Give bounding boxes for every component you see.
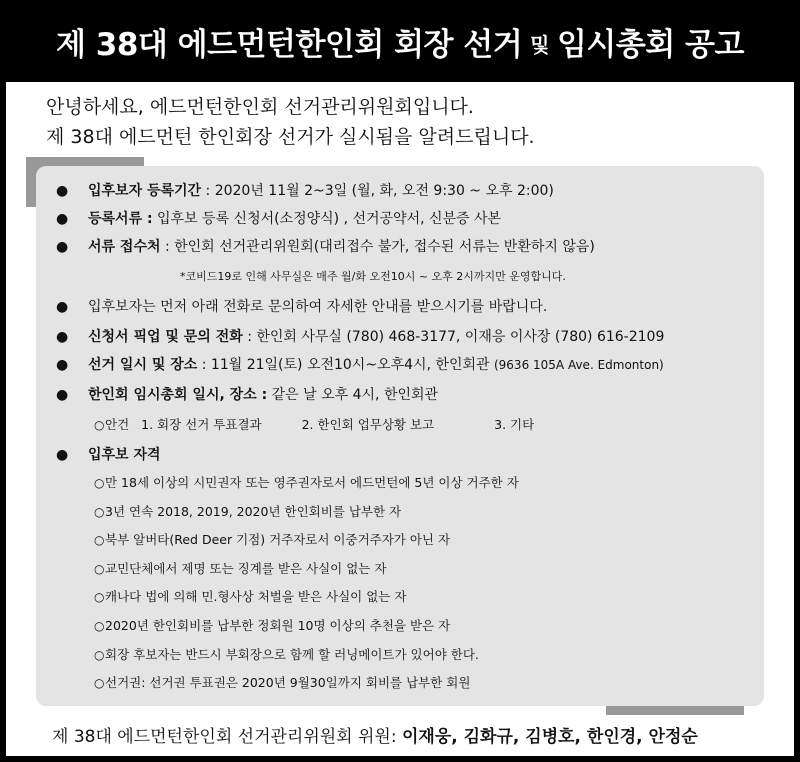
agenda-label: 안건 (105, 417, 130, 432)
intro-line-2: 제 38대 에드먼턴 한인회장 선거가 실시됨을 알려드립니다. (46, 126, 535, 148)
bullet-icon: ● (56, 211, 69, 227)
qualification-text: 만 18세 이상의 시민권자 또는 영주권자로서 에드먼턴에 5년 이상 거주한 자 (105, 475, 519, 490)
registration-period-row (56, 180, 554, 200)
registration-period-value: : 2020년 11월 2~3일 (월, 화, 오전 9:30 ~ 오후 2:00) (201, 183, 554, 199)
qualification-item (94, 587, 406, 605)
notice-title (0, 0, 800, 82)
contact-label: 신청서 픽업 및 문의 전화 (88, 329, 243, 345)
qualification-item (94, 559, 386, 577)
committee-label: 제 38대 에드먼턴한인회 선거관리위원회 위원: (52, 727, 402, 747)
circle-bullet-icon: ○ (94, 418, 105, 432)
circle-bullet-icon: ○ (94, 619, 105, 633)
qualification-text: 북부 알버타(Red Deer 기점) 거주자로서 이중거주자가 아닌 자 (105, 532, 451, 547)
inquiry-notice-row (56, 296, 547, 316)
assembly-value: 같은 날 오후 4시, 한인회관 (267, 387, 439, 403)
circle-bullet-icon: ○ (94, 505, 105, 519)
qualification-item (94, 530, 450, 548)
assembly-row (56, 384, 438, 404)
agenda-item: 3. 기타 (494, 417, 535, 432)
covid-note: *코비드19로 인해 사무실은 매주 월/화 오전10시 ~ 오후 2시까지만 운영합니다. (180, 270, 566, 283)
qualification-text: 3년 연속 2018, 2019, 2020년 한인회비를 납부한 자 (105, 504, 402, 519)
circle-bullet-icon: ○ (94, 533, 105, 547)
qualification-text: 교민단체에서 제명 또는 징계를 받은 사실이 없는 자 (105, 561, 387, 576)
bullet-icon: ● (56, 329, 69, 345)
intro-text (46, 92, 535, 152)
committee-footer (52, 722, 698, 747)
submission-label: 서류 접수처 (88, 239, 161, 255)
committee-names: 이재웅, 김화규, 김병호, 한인경, 안정순 (401, 727, 698, 747)
qualification-item (94, 645, 479, 663)
documents-label: 등록서류 : (88, 211, 153, 227)
election-row (56, 354, 664, 374)
notice-body (6, 82, 794, 756)
agenda-item: 2. 한인회 업무상황 보고 (301, 417, 435, 432)
circle-bullet-icon: ○ (94, 476, 105, 490)
bullet-icon: ● (56, 299, 69, 315)
bullet-icon: ● (56, 239, 69, 255)
qualification-text: 선거권: 선거권 투표권은 2020년 9월30일까지 회비를 납부한 회원 (105, 675, 471, 690)
qualification-item (94, 502, 401, 520)
title-tail: 임시총회 공고 (556, 26, 744, 63)
inquiry-notice: 입후보자는 먼저 아래 전화로 문의하여 자세한 안내를 받으시기를 바랍니다. (88, 299, 548, 315)
circle-bullet-icon: ○ (94, 590, 105, 604)
qualification-text: 회장 후보자는 반드시 부회장으로 함께 할 러닝메이트가 있어야 한다. (105, 647, 479, 662)
election-address: (9636 105A Ave. Edmonton) (493, 358, 664, 372)
qualifications-row (56, 444, 161, 464)
circle-bullet-icon: ○ (94, 562, 105, 576)
bullet-icon: ● (56, 183, 69, 199)
title-conj: 및 (530, 32, 549, 57)
contact-row (56, 326, 664, 346)
agenda-row (94, 415, 534, 433)
documents-row (56, 208, 501, 228)
qualification-item (94, 673, 470, 691)
circle-bullet-icon: ○ (94, 648, 105, 662)
qualifications-label: 입후보 자격 (88, 447, 161, 463)
bullet-icon: ● (56, 357, 69, 373)
election-value: : 11월 21일(토) 오전10시~오후4시, 한인회관 (197, 357, 494, 373)
intro-line-1: 안녕하세요, 에드먼턴한인회 선거관리위원회입니다. (46, 96, 474, 118)
election-label: 선거 일시 및 장소 (88, 357, 198, 373)
qualification-text: 2020년 한인회비를 납부한 정회원 10명 이상의 추천을 받은 자 (105, 618, 451, 633)
registration-period-label: 입후보자 등록기간 (88, 183, 202, 199)
qualification-item (94, 616, 450, 634)
bullet-icon: ● (56, 447, 69, 463)
submission-value: : 한인회 선거관리위원회(대리접수 불가, 접수된 서류는 반환하지 않음) (160, 239, 595, 255)
documents-value: 입후보 등록 신청서(소정양식) , 선거공약서, 신분증 사본 (152, 211, 502, 227)
qualification-text: 캐나다 법에 의해 민.형사상 처벌을 받은 사실이 없는 자 (105, 589, 407, 604)
assembly-label: 한인회 임시총회 일시, 장소 : (88, 387, 268, 403)
bullet-icon: ● (56, 387, 69, 403)
agenda-item: 1. 회장 선거 투표결과 (141, 417, 262, 432)
submission-row (56, 236, 595, 256)
title-main: 제 38대 에드먼턴한인회 회장 선거 (56, 26, 523, 63)
qualification-item (94, 473, 519, 491)
details-panel (36, 166, 764, 706)
contact-value: : 한인회 사무실 (780) 468-3177, 이재응 이사장 (780) 616-2109 (242, 329, 665, 345)
circle-bullet-icon: ○ (94, 676, 105, 690)
